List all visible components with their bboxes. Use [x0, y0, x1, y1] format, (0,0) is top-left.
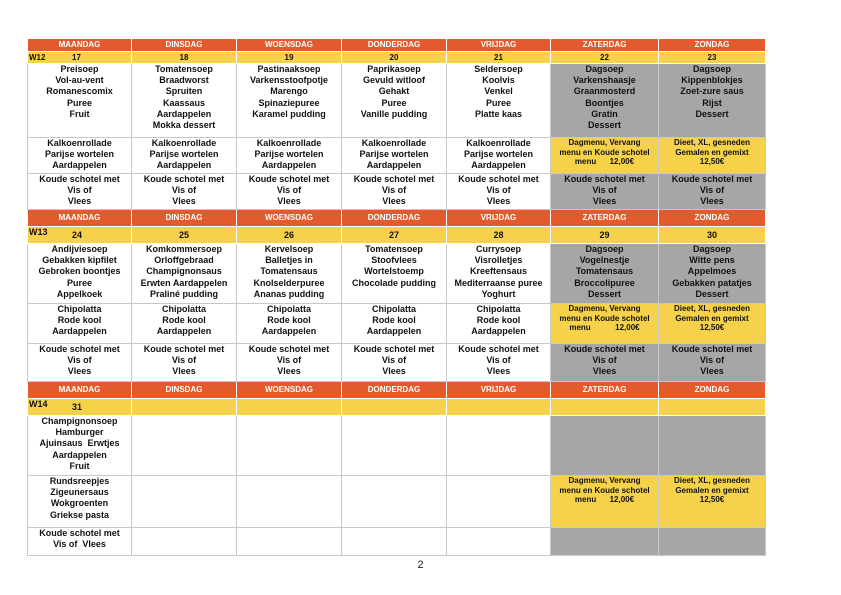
date: 17: [72, 53, 81, 62]
dish: Kaassaus: [162, 97, 206, 108]
dish: Aardappelen: [156, 160, 212, 171]
dish: Vlees: [277, 196, 301, 207]
dish: Puree: [66, 97, 92, 108]
day-sunday: ZONDAG: [659, 382, 766, 399]
dish: Koude schotel met: [671, 344, 753, 354]
date: [659, 399, 766, 416]
day-saturday: ZATERDAG: [551, 39, 659, 52]
menu-cell: [342, 244, 447, 304]
menu-cell: [237, 64, 342, 138]
dish: Vol-au-vent: [55, 75, 104, 86]
dish: Zigeunersaus: [50, 487, 109, 498]
price-line: Dagmenu, Vervang: [568, 138, 641, 147]
price-line: Dieet, XL, gesneden: [673, 138, 751, 147]
menu-cell: [28, 244, 132, 304]
dish: Rundsreepjes: [49, 476, 110, 486]
dish: Koude schotel met: [353, 344, 435, 354]
dish: Wortelstoemp: [364, 266, 424, 277]
week-code: W12: [29, 53, 46, 62]
day-tuesday: DINSDAG: [132, 210, 237, 227]
menu-cell: [237, 344, 342, 382]
dish: Chipolatta: [372, 304, 416, 314]
menu-cell: [342, 64, 447, 138]
menu-cell: [551, 174, 659, 210]
menu-cell: [28, 476, 132, 528]
menu-cell: [28, 304, 132, 344]
dish: Parijse wortelen: [149, 149, 219, 160]
dish: Koude schotel met: [564, 344, 645, 354]
dish: Rijst: [702, 97, 722, 108]
price-line: 12,50€: [699, 157, 725, 166]
price-line: Gemalen en gemixt: [675, 485, 749, 495]
dish: Vis of: [699, 185, 725, 196]
date: 18: [132, 52, 237, 64]
dish: Aardappelen: [471, 160, 526, 171]
day-saturday: ZATERDAG: [551, 382, 659, 399]
dish: Vis of: [67, 355, 92, 366]
price-line: Dieet, XL, gesneden: [673, 304, 751, 313]
dish: Dagsoep: [585, 244, 624, 254]
dish: Mokka dessert: [152, 120, 216, 131]
menu-cell: [132, 528, 237, 556]
menu-cell: [28, 528, 132, 556]
menu-cell: [447, 476, 551, 528]
main-row: [28, 138, 766, 174]
dish: Puree: [381, 97, 407, 108]
price-line: 12,50€: [699, 495, 725, 504]
date: 23: [659, 52, 766, 64]
menu-cell: [132, 244, 237, 304]
menu-cell: [132, 138, 237, 174]
dish: Dessert: [695, 108, 729, 119]
dish: Erwten Aardappelen: [140, 277, 228, 288]
date: [551, 399, 659, 416]
dish: Kippenblokjes: [681, 75, 743, 86]
menu-cell: [237, 416, 342, 476]
menu-cell: [342, 416, 447, 476]
soup-row: [28, 416, 766, 476]
price-cell: [659, 138, 766, 174]
dish: Aardappelen: [52, 160, 107, 171]
price-line: Dagmenu, Vervang: [568, 304, 641, 313]
date: 20: [342, 52, 447, 64]
dish: Currysoep: [475, 244, 521, 254]
dish: Aardappelen: [156, 108, 212, 119]
menu-cell: [237, 138, 342, 174]
dish: Vis of: [381, 355, 407, 366]
menu-cell: [28, 174, 132, 210]
day-header-row: [28, 382, 766, 399]
menu-cell: [659, 416, 766, 476]
date: 31: [72, 401, 83, 412]
price-cell: [659, 304, 766, 344]
dish: Kalkoenrollade: [466, 138, 531, 148]
menu-cell: [132, 416, 237, 476]
dish: Chipolatta: [162, 304, 206, 314]
date: 27: [342, 227, 447, 244]
dish: Koude schotel met: [458, 174, 539, 184]
dish: Paprikasoep: [367, 64, 421, 74]
dish: Kalkoenrollade: [361, 138, 427, 148]
dish: Vis of: [381, 185, 407, 196]
cold-row: [28, 528, 766, 556]
menu-cell: [447, 244, 551, 304]
dish: Kervelsoep: [264, 244, 314, 254]
date-row: [28, 399, 766, 416]
dish: Vlees: [67, 196, 92, 207]
dish: Vogelnestje: [579, 255, 630, 266]
dish: Romanescomix: [46, 86, 113, 97]
price-line: Gemalen en gemixt: [675, 313, 749, 323]
dish: Parijse wortelen: [44, 149, 115, 160]
dish: Vlees: [700, 196, 724, 207]
dish: Dessert: [695, 288, 729, 299]
dish: Zoet-zure saus: [680, 86, 744, 97]
dish: Tomatensoep: [365, 244, 423, 254]
main-row: [28, 304, 766, 344]
dish: Aardappelen: [156, 326, 212, 337]
dish: Tomatensoep: [155, 64, 213, 74]
day-sunday: ZONDAG: [659, 39, 766, 52]
dish: Kalkoenrollade: [47, 138, 112, 148]
menu-cell: [132, 304, 237, 344]
dish: Gehakt: [378, 86, 410, 97]
price-line: 12,50€: [699, 323, 725, 332]
dish: Dagsoep: [692, 64, 731, 74]
dish: Chipolatta: [476, 304, 521, 314]
date: 26: [237, 227, 342, 244]
day-tuesday: DINSDAG: [132, 39, 237, 52]
dish: Dagsoep: [692, 244, 731, 254]
dish: Rode kool: [372, 315, 416, 326]
menu-cell: [659, 528, 766, 556]
date-row: [28, 52, 766, 64]
dish: Spruiten: [165, 86, 203, 97]
dish: Appelkoek: [56, 288, 103, 299]
date: [237, 399, 342, 416]
dish: Vlees: [172, 366, 196, 377]
dish: Komkommersoep: [145, 244, 223, 254]
dish: Parijse wortelen: [359, 149, 429, 160]
dish: Knolselderpuree: [253, 277, 325, 288]
date: 30: [659, 227, 766, 244]
dish: Witte pens: [689, 255, 735, 266]
price-line: menu 12,00€: [569, 323, 640, 332]
dish: Orloffgebraad: [154, 255, 214, 266]
dish: Ananas pudding: [253, 288, 325, 299]
dish: Parijse wortelen: [463, 149, 534, 160]
price-line: Dieet, XL, gesneden: [673, 476, 751, 485]
week-code: W14: [29, 399, 48, 409]
menu-cell: [447, 416, 551, 476]
dish: Puree: [66, 277, 92, 288]
dish: Vis of: [486, 185, 511, 196]
dish: Rode kool: [162, 315, 206, 326]
menu-cell: [659, 244, 766, 304]
dish: Koude schotel met: [248, 344, 330, 354]
dish: Vlees: [172, 196, 196, 207]
menu-cell: [659, 344, 766, 382]
weekly-menu-table: [27, 38, 766, 556]
day-thursday: DONDERDAG: [342, 210, 447, 227]
dish: Spinaziepuree: [258, 97, 320, 108]
dish: Fruit: [69, 108, 90, 119]
dish: Dessert: [587, 288, 622, 299]
dish: Vlees: [700, 366, 724, 377]
dish: Koude schotel met: [39, 528, 120, 538]
dish: Gevuld witloof: [363, 75, 425, 86]
dish: Koude schotel met: [564, 174, 645, 184]
price-cell: [551, 138, 659, 174]
dish: Vanille pudding: [360, 108, 428, 119]
dish: Aardappelen: [52, 326, 107, 337]
price-line: menu en Koude schotel: [559, 485, 650, 495]
dish: Rode kool: [476, 315, 521, 326]
menu-cell: [237, 528, 342, 556]
menu-cell: [132, 174, 237, 210]
menu-cell: [237, 304, 342, 344]
dish: Aardappelen: [261, 326, 317, 337]
dish: Aardappelen: [52, 449, 107, 460]
day-wednesday: WOENSDAG: [237, 39, 342, 52]
menu-cell: [447, 64, 551, 138]
menu-cell: [551, 64, 659, 138]
dish: Vlees: [592, 366, 617, 377]
dish: Rode kool: [57, 315, 102, 326]
dish: Ajuinsaus Erwtjes: [39, 438, 120, 449]
price-cell: [551, 476, 659, 528]
dish: Vis of: [592, 185, 617, 196]
dish: Parijse wortelen: [254, 149, 324, 160]
dish: Vlees: [382, 196, 406, 207]
menu-cell: [447, 174, 551, 210]
price-line: menu 12,00€: [574, 495, 635, 504]
main-row: [28, 476, 766, 528]
dish: Dessert: [587, 120, 622, 131]
menu-cell: [237, 476, 342, 528]
menu-cell: [342, 304, 447, 344]
dish: Wokgroenten: [50, 498, 109, 509]
menu-cell: [28, 416, 132, 476]
dish: Vis of: [276, 355, 302, 366]
dish: Koude schotel met: [458, 344, 539, 354]
dish: Vlees: [592, 196, 617, 207]
dish: Gebakken kipfilet: [42, 255, 117, 266]
dish: Visrolletjes: [474, 255, 523, 266]
dish: Preisoep: [60, 64, 99, 74]
menu-cell: [447, 304, 551, 344]
dish: Champignonsaus: [146, 266, 222, 277]
date: 22: [551, 52, 659, 64]
menu-cell: [28, 64, 132, 138]
menu-cell: [342, 344, 447, 382]
dish: Gratin: [591, 108, 618, 119]
page-number: 2: [417, 559, 424, 571]
dish: Vlees: [277, 366, 301, 377]
dish: Koolvis: [482, 75, 515, 86]
dish: Gebakken patatjes: [672, 277, 752, 288]
dish: Vlees: [486, 366, 511, 377]
price-line: menu en Koude schotel: [559, 313, 650, 323]
dish: Vis of: [171, 185, 197, 196]
menu-cell: [342, 528, 447, 556]
dish: Venkel: [484, 86, 513, 97]
dish: Aardappelen: [366, 160, 422, 171]
dish: Praliné pudding: [149, 288, 218, 299]
menu-cell: [551, 528, 659, 556]
menu-cell: [659, 64, 766, 138]
dish: Vis of: [67, 185, 92, 196]
dish: Braadworst: [159, 75, 209, 86]
day-wednesday: WOENSDAG: [237, 210, 342, 227]
menu-cell: [132, 344, 237, 382]
dish: Koude schotel met: [39, 344, 120, 354]
dish: Koude schotel met: [671, 174, 753, 184]
price-cell: [551, 304, 659, 344]
date: 19: [237, 52, 342, 64]
dish: Boontjes: [585, 97, 624, 108]
menu-cell: [132, 476, 237, 528]
dish: Gebroken boontjes: [38, 266, 121, 277]
day-thursday: DONDERDAG: [342, 39, 447, 52]
dish: Koude schotel met: [143, 344, 225, 354]
dish: Broccolipuree: [574, 277, 635, 288]
day-wednesday: WOENSDAG: [237, 382, 342, 399]
dish: Koude schotel met: [143, 174, 225, 184]
dish: Balletjes in: [265, 255, 313, 266]
dish: Stoofvlees: [371, 255, 417, 266]
dish: Karamel pudding: [252, 108, 326, 119]
dish: Pastinaaksoep: [257, 64, 321, 74]
dish: Vis of: [486, 355, 511, 366]
date: 29: [551, 227, 659, 244]
price-cell: [659, 476, 766, 528]
dish: Varkensstoofpotje: [249, 75, 329, 86]
dish: Vlees: [486, 196, 511, 207]
menu-cell: [447, 528, 551, 556]
dish: Chipolatta: [57, 304, 102, 314]
menu-cell: [237, 174, 342, 210]
dish: Vis of: [276, 185, 302, 196]
dish: Tomatensaus: [575, 266, 634, 277]
day-saturday: ZATERDAG: [551, 210, 659, 227]
day-monday: MAANDAG: [28, 39, 132, 52]
dish: Dagsoep: [585, 64, 624, 74]
day-sunday: ZONDAG: [659, 210, 766, 227]
menu-cell: [342, 476, 447, 528]
day-tuesday: DINSDAG: [132, 382, 237, 399]
dish: Mediterraanse puree: [454, 277, 543, 288]
day-monday: MAANDAG: [28, 210, 132, 227]
menu-cell: [447, 138, 551, 174]
dish: Vis of Vlees: [53, 539, 106, 550]
dish: Rode kool: [267, 315, 311, 326]
dish: Vlees: [382, 366, 406, 377]
menu-cell: [551, 244, 659, 304]
dish: Chocolade pudding: [352, 277, 436, 288]
price-line: menu 12,00€: [574, 157, 635, 166]
dish: Vis of: [699, 355, 725, 366]
day-monday: MAANDAG: [28, 382, 132, 399]
dish: Koude schotel met: [39, 174, 120, 184]
dish: Varkenshaasje: [573, 75, 636, 86]
dish: Koude schotel met: [248, 174, 330, 184]
dish: Appelmoes: [687, 266, 737, 277]
dish: Andijviesoep: [51, 244, 108, 254]
dish: Vis of: [592, 355, 617, 366]
menu-cell: [659, 174, 766, 210]
day-thursday: DONDERDAG: [342, 382, 447, 399]
dish: Tomatensaus: [260, 266, 318, 277]
date: 21: [447, 52, 551, 64]
dish: Hamburger: [55, 427, 104, 438]
date: [342, 399, 447, 416]
cold-row: [28, 174, 766, 210]
date: [132, 399, 237, 416]
dish: Marengo: [270, 86, 308, 97]
dish: Koude schotel met: [353, 174, 435, 184]
date: [447, 399, 551, 416]
dish: Kalkoenrollade: [151, 138, 217, 148]
soup-row: [28, 244, 766, 304]
dish: Vis of: [171, 355, 197, 366]
dish: Aardappelen: [261, 160, 317, 171]
price-line: menu en Koude schotel: [559, 147, 650, 157]
menu-cell: [342, 174, 447, 210]
dish: Fruit: [69, 460, 90, 471]
date: 25: [132, 227, 237, 244]
menu-cell: [132, 64, 237, 138]
menu-cell: [551, 416, 659, 476]
dish: Seldersoep: [474, 64, 523, 74]
menu-cell: [342, 138, 447, 174]
dish: Kreeftensaus: [469, 266, 528, 277]
day-friday: VRIJDAG: [447, 210, 551, 227]
menu-cell: [28, 344, 132, 382]
day-header-row: [28, 210, 766, 227]
menu-cell: [28, 138, 132, 174]
date: 28: [447, 227, 551, 244]
menu-cell: [447, 344, 551, 382]
day-friday: VRIJDAG: [447, 382, 551, 399]
dish: Aardappelen: [471, 326, 526, 337]
menu-cell: [237, 244, 342, 304]
dish: Puree: [485, 97, 511, 108]
date: 24: [72, 229, 83, 240]
dish: Kalkoenrollade: [256, 138, 322, 148]
cold-row: [28, 344, 766, 382]
dish: Champignonsoep: [41, 416, 118, 426]
dish: Chipolatta: [267, 304, 311, 314]
dish: Griekse pasta: [49, 509, 110, 520]
dish: Yoghurt: [481, 288, 516, 299]
dish: Platte kaas: [474, 108, 523, 119]
day-friday: VRIJDAG: [447, 39, 551, 52]
menu-cell: [551, 344, 659, 382]
dish: Graanmosterd: [573, 86, 636, 97]
price-line: Gemalen en gemixt: [675, 147, 749, 157]
date-row: [28, 227, 766, 244]
dish: Aardappelen: [366, 326, 422, 337]
price-line: Dagmenu, Vervang: [568, 476, 641, 485]
day-header-row: [28, 39, 766, 52]
dish: Vlees: [67, 366, 92, 377]
week-code: W13: [29, 227, 48, 237]
soup-row: [28, 64, 766, 138]
